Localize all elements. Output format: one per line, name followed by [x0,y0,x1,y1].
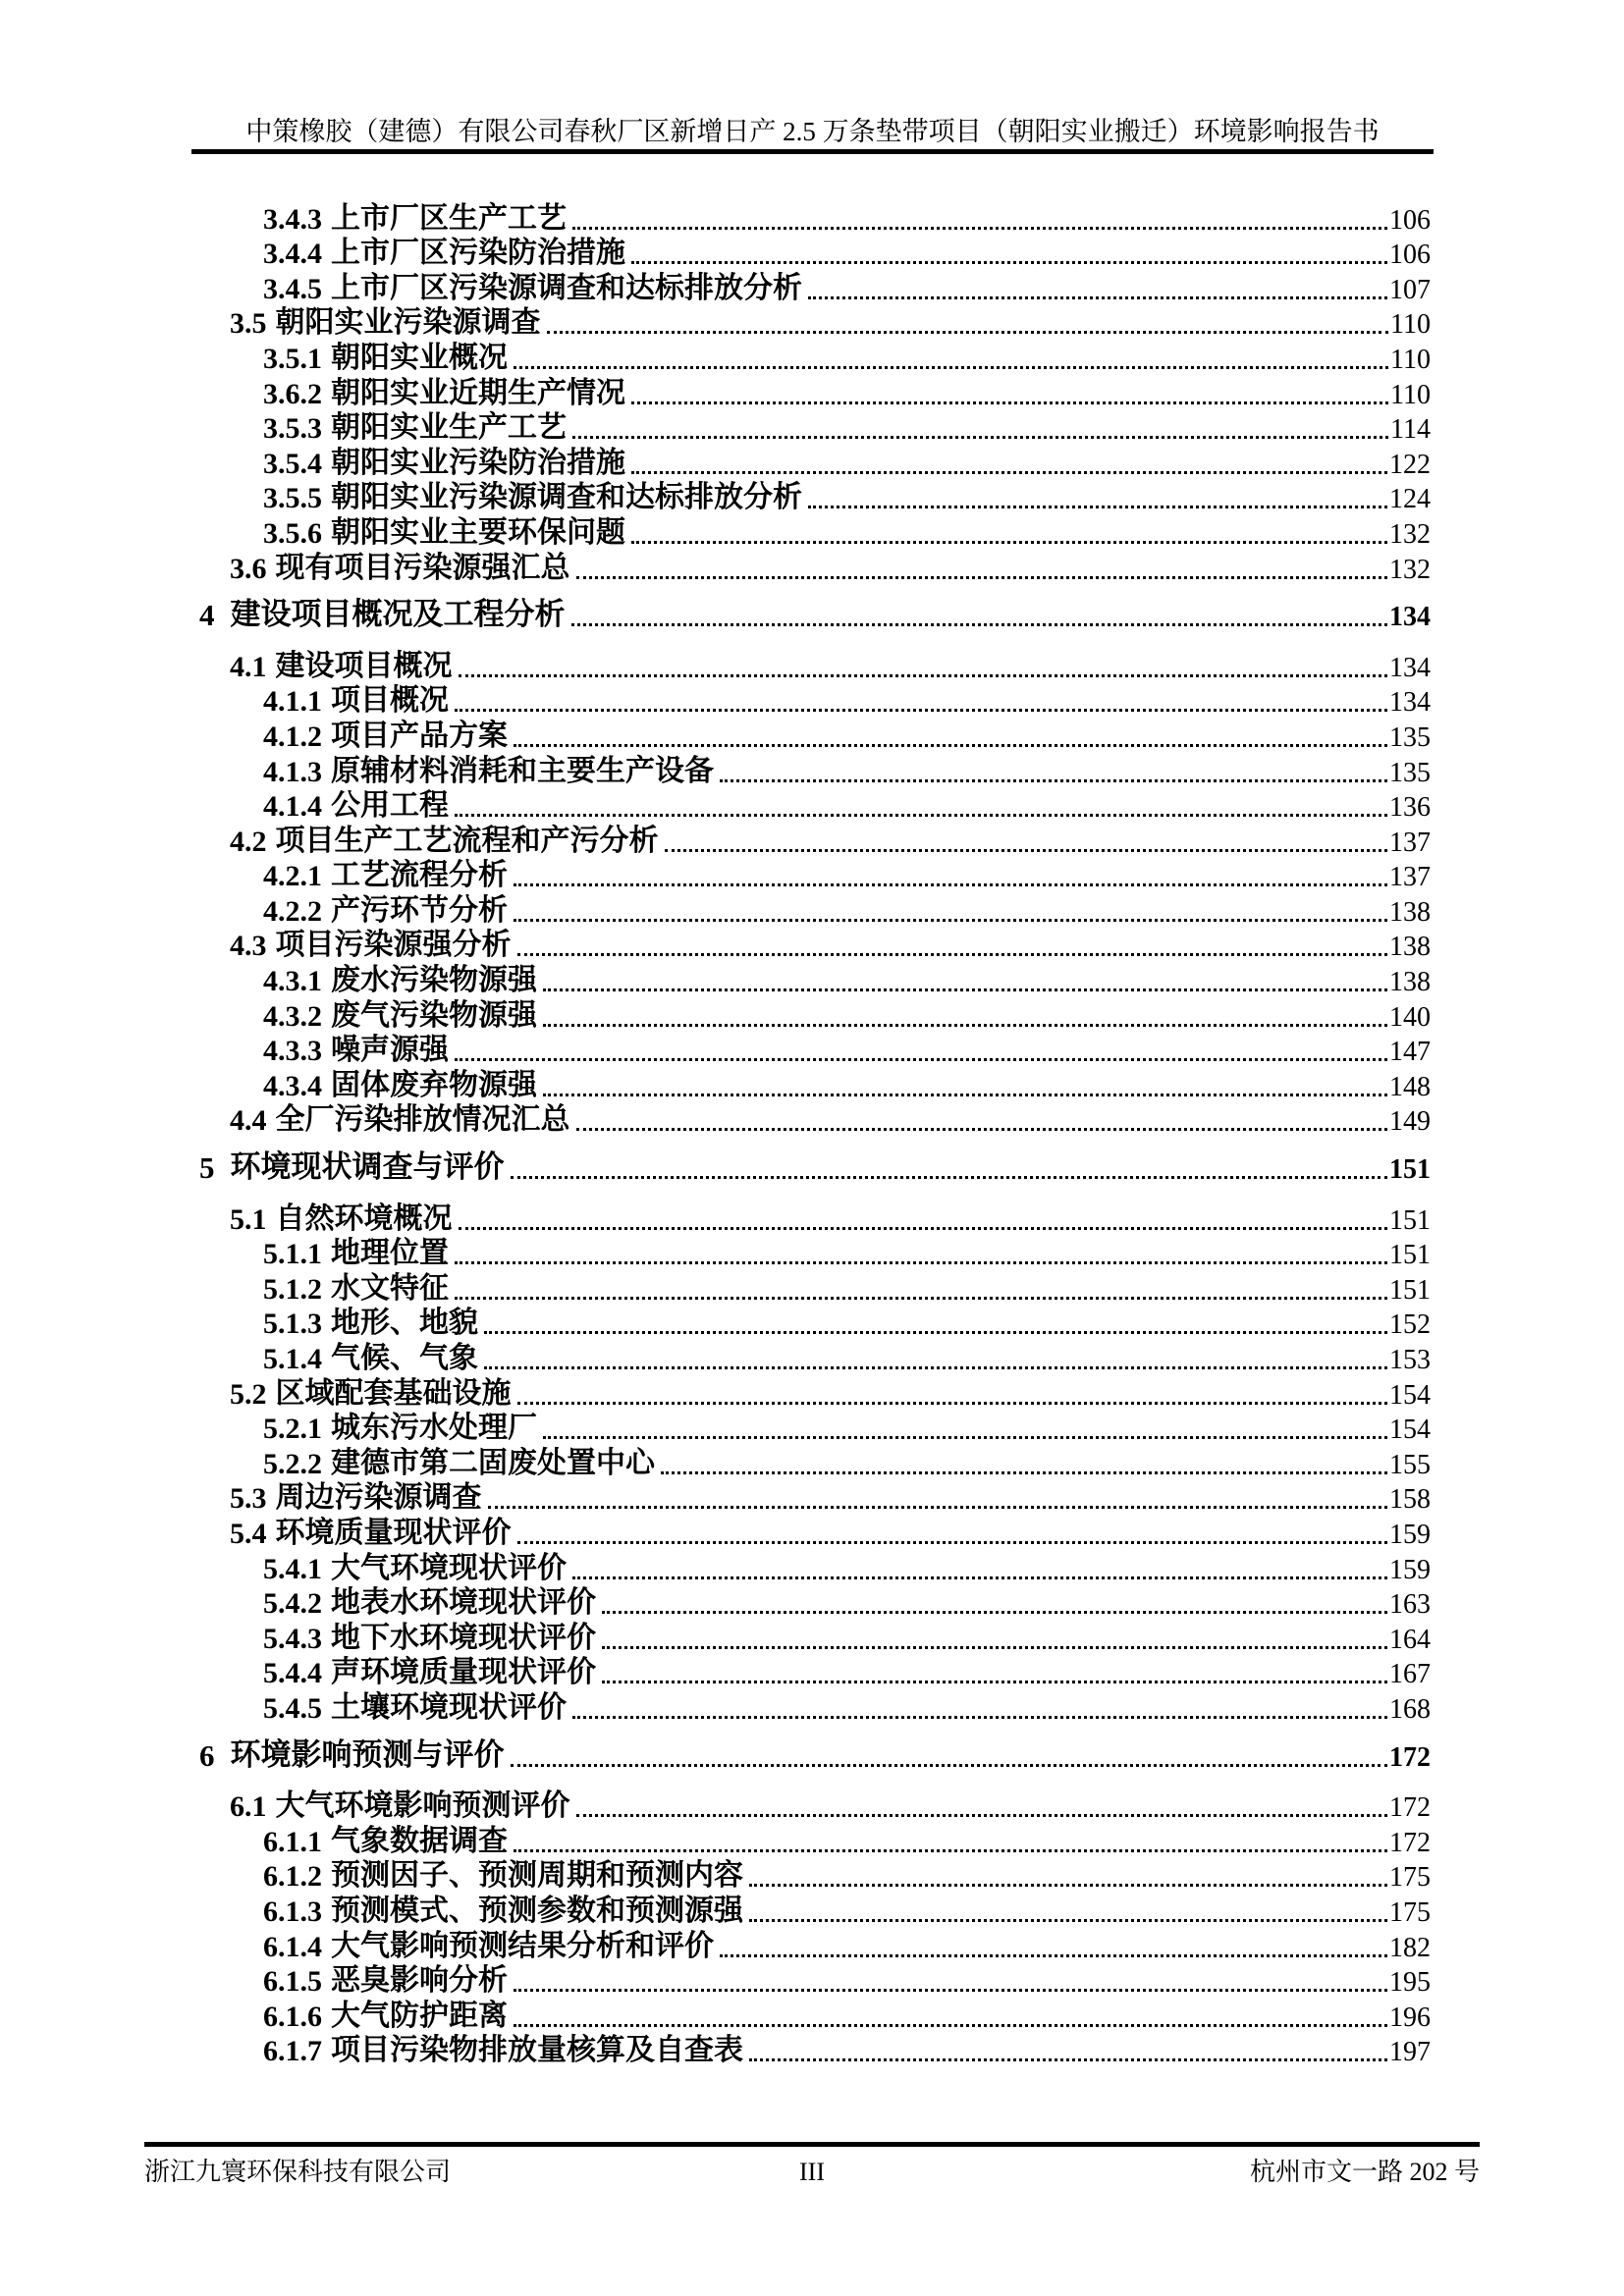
toc-entry-number: 4.2 [230,825,267,858]
toc-leader-dots [514,366,1388,369]
toc-entry-title: 项目污染源强分析 [275,929,512,962]
toc-entry-number: 3.5 [230,307,267,341]
toc [191,201,1431,2068]
toc-page-number: 114 [1390,414,1431,446]
toc-entry-number: 5.1.3 [263,1308,322,1341]
toc-page-number: 164 [1389,1624,1431,1655]
toc-leader-dots [749,1919,1387,1922]
toc-leader-dots [576,576,1388,579]
toc-entry-number: 5.1.4 [263,1343,322,1375]
toc-page-number: 196 [1389,2002,1431,2033]
toc-entry-title: 噪声源强 [331,1034,449,1067]
toc-entry-number: 4.2.2 [263,894,322,928]
toc-entry-number: 4.1 [230,650,267,683]
toc-entry-title: 现有项目污染源强汇总 [275,551,570,584]
toc-entry-title: 朝阳实业生产工艺 [331,411,567,445]
page-footer [144,2156,1480,2189]
toc-leader-dots [514,883,1387,886]
toc-leader-dots [517,953,1388,956]
toc-entry-title: 地理位置 [331,1237,449,1270]
toc-entry[interactable] [191,2034,1431,2069]
toc-page-number: 148 [1389,1071,1431,1102]
toc-entry-number: 5.4.1 [263,1552,322,1585]
toc-page-number: 175 [1389,1896,1431,1928]
toc-entry-number: 3.5.4 [263,447,322,480]
toc-page-number: 175 [1389,1862,1431,1894]
toc-leader-dots [543,1436,1387,1439]
toc-entry-number: 5.2 [230,1377,267,1411]
toc-entry[interactable] [191,1103,1431,1139]
toc-entry-number: 5.4.5 [263,1691,322,1725]
toc-entry-number: 6.1.7 [263,2035,322,2068]
toc-entry-title: 预测模式、预测参数和预测源强 [331,1894,743,1927]
toc-entry-number: 6.1.6 [263,2000,322,2033]
toc-page-number: 182 [1389,1932,1431,1963]
toc-entry-title: 固体废弃物源强 [331,1068,537,1101]
toc-leader-dots [572,436,1388,439]
toc-entry-number: 3.4.3 [263,202,322,236]
toc-page-number: 155 [1389,1449,1431,1480]
toc-entry-number: 5.1.1 [263,1238,322,1271]
toc-entry-number: 6.1.5 [263,1965,322,1999]
toc-entry-title: 朝阳实业近期生产情况 [331,376,625,409]
toc-entry-number: 6.1.4 [263,1930,322,1963]
toc-leader-dots [459,1227,1388,1230]
toc-entry-title: 工艺流程分析 [331,859,508,892]
toc-leader-dots [517,1541,1388,1544]
header-rule [191,149,1434,154]
toc-entry[interactable] [191,1738,1431,1774]
toc-entry-title: 项目生产工艺流程和产污分析 [275,824,659,857]
toc-page-number: 135 [1389,721,1431,753]
toc-page-number: 154 [1389,1379,1431,1411]
toc-entry-number: 4.1.2 [263,720,322,753]
toc-page-number: 110 [1390,379,1431,410]
toc-leader-dots [511,1764,1388,1767]
toc-page-number: 110 [1390,344,1431,375]
toc-entry-title: 地形、地貌 [331,1307,478,1340]
toc-entry-title: 自然环境概况 [275,1201,453,1235]
toc-entry-number: 3.6.2 [263,377,322,410]
toc-entry[interactable] [191,551,1431,586]
toc-leader-dots [602,1646,1387,1649]
toc-leader-dots [543,988,1387,991]
toc-leader-dots [511,1176,1388,1179]
toc-page-number: 158 [1389,1484,1431,1516]
toc-page-number: 107 [1389,274,1431,305]
toc-entry-title: 上市厂区生产工艺 [331,201,567,235]
toc-entry-number: 6.1.1 [263,1825,322,1858]
toc-entry-number: 5.4.2 [263,1587,322,1621]
toc-page-number: 134 [1389,652,1431,683]
toc-leader-dots [749,1884,1387,1887]
toc-entry-title: 区域配套基础设施 [275,1376,512,1410]
toc-leader-dots [572,1576,1387,1579]
toc-entry-number: 6.1 [230,1790,267,1824]
toc-leader-dots [484,1366,1387,1369]
toc-entry-title: 城东污水处理厂 [331,1412,537,1445]
toc-page-number: 136 [1389,792,1431,824]
toc-page-number: 163 [1389,1589,1431,1621]
toc-leader-dots [572,1716,1387,1719]
toc-leader-dots [484,1331,1387,1334]
toc-entry-title: 朝阳实业污染源调查和达标排放分析 [331,481,802,514]
toc-leader-dots [631,541,1387,544]
toc-entry-title: 大气影响预测结果分析和评价 [331,1929,714,1962]
toc-entry-title: 水文特征 [331,1271,449,1305]
toc-entry-number: 4.4 [230,1104,267,1138]
toc-page-number: 138 [1389,967,1431,998]
toc-page-number: 134 [1389,687,1431,719]
toc-page-number: 132 [1389,518,1431,550]
toc-entry-number: 3.5.6 [263,516,322,550]
toc-page-number: 159 [1389,1519,1431,1550]
toc-entry-title: 朝阳实业概况 [331,341,508,374]
toc-leader-dots [514,919,1387,922]
toc-entry-number: 4.3.3 [263,1035,322,1068]
toc-leader-dots [631,401,1388,404]
toc-page-number: 195 [1389,1967,1431,1999]
footer-company-name: 浙江九寰环保科技有限公司 [144,2158,452,2186]
toc-entry-title: 项目产品方案 [331,719,508,752]
toc-leader-dots [455,709,1387,712]
toc-entry-number: 4.3.1 [263,965,322,998]
toc-leader-dots [665,849,1388,852]
toc-page-number: 124 [1389,484,1431,515]
toc-page-number: 135 [1389,757,1431,788]
toc-entry-title: 朝阳实业主要环保问题 [331,515,625,549]
toc-entry-title: 建德市第二固废处置中心 [331,1446,655,1479]
toc-leader-dots [720,779,1387,782]
toc-page-number: 172 [1389,1741,1431,1773]
toc-entry-title: 周边污染源调查 [275,1481,482,1515]
toc-entry-title: 废气污染物源强 [331,998,537,1032]
toc-entry-number: 4.1.4 [263,790,322,824]
toc-entry-title: 朝阳实业污染防治措施 [331,446,625,479]
toc-entry[interactable] [191,1690,1431,1726]
toc-entry-title: 全厂污染排放情况汇总 [275,1103,570,1137]
footer-rule [144,2142,1480,2147]
toc-page-number: 153 [1389,1345,1431,1375]
toc-page-number: 151 [1389,1154,1431,1186]
footer-address: 杭州市文一路 202 号 [1249,2158,1480,2186]
toc-leader-dots [661,1471,1387,1474]
toc-entry-title: 公用工程 [331,789,449,823]
toc-page-number: 147 [1389,1037,1431,1068]
toc-page-number: 168 [1389,1693,1431,1725]
toc-entry-title: 环境质量现状评价 [275,1516,512,1549]
toc-entry-title: 气象数据调查 [331,1824,508,1857]
toc-entry-number: 4.3.2 [263,999,322,1033]
toc-entry-number: 3.5.3 [263,412,322,446]
toc-page-number: 149 [1389,1106,1431,1138]
toc-entry-title: 建设项目概况及工程分析 [230,597,566,632]
toc-entry-number: 6.1.2 [263,1860,322,1894]
toc-entry-title: 大气环境影响预测评价 [275,1789,570,1823]
toc-entry-number: 5.4.3 [263,1622,322,1655]
toc-entry-title: 地表水环境现状评价 [331,1586,596,1620]
toc-leader-dots [808,506,1387,508]
toc-page-number: 152 [1389,1309,1431,1341]
toc-entry-title: 大气环境现状评价 [331,1551,567,1584]
toc-leader-dots [543,1024,1387,1027]
toc-leader-dots [602,1611,1387,1614]
toc-entry-title: 预测因子、预测周期和预测内容 [331,1859,743,1893]
toc-entry-number: 4.1.3 [263,755,322,788]
footer-page-number: III [799,2158,825,2186]
toc-leader-dots [749,2058,1387,2061]
toc-page-number: 197 [1389,2037,1431,2068]
toc-entry-number: 5.4.4 [263,1657,322,1690]
toc-page-number: 106 [1389,240,1431,271]
toc-page-number: 138 [1389,896,1431,928]
toc-entry-number: 5 [199,1150,215,1186]
toc-leader-dots [455,1261,1387,1264]
toc-entry-number: 3.4.5 [263,272,322,305]
toc-leader-dots [576,1814,1388,1817]
toc-page-number: 110 [1390,309,1431,341]
toc-entry-title: 项目污染物排放量核算及自查表 [331,2034,743,2067]
toc-entry-title: 恶臭影响分析 [331,1964,508,1998]
toc-entry-title: 气候、气象 [331,1342,478,1374]
toc-entry-number: 4 [199,598,215,633]
toc-entry-title: 项目概况 [331,684,449,718]
toc-page-number: 132 [1389,554,1431,585]
toc-leader-dots [517,1402,1388,1405]
toc-entry-number: 6.1.3 [263,1895,322,1928]
toc-page-number: 140 [1389,1001,1431,1033]
toc-entry[interactable] [191,599,1431,634]
toc-entry-number: 5.3 [230,1482,267,1516]
toc-entry-title: 声环境质量现状评价 [331,1656,596,1689]
toc-entry-title: 朝阳实业污染源调查 [275,306,541,340]
toc-entry-number: 4.2.1 [263,860,322,893]
toc-page-number: 122 [1389,449,1431,480]
toc-entry-title: 环境影响预测与评价 [230,1736,505,1772]
toc-entry[interactable] [191,1150,1431,1186]
toc-page-number: 138 [1389,932,1431,963]
toc-entry-number: 4.3 [230,930,267,963]
toc-entry-title: 上市厂区污染源调查和达标排放分析 [331,271,802,304]
toc-page-number: 151 [1389,1204,1431,1236]
toc-entry-number: 5.1.2 [263,1272,322,1306]
toc-entry-title: 大气防护距离 [331,1999,508,2032]
toc-page-number: 137 [1389,827,1431,858]
toc-leader-dots [543,1094,1387,1096]
toc-entry-title: 地下水环境现状评价 [331,1621,596,1654]
toc-entry-number: 5.2.2 [263,1447,322,1480]
toc-entry-number: 5.2.1 [263,1413,322,1446]
toc-page-number: 172 [1389,1792,1431,1824]
toc-leader-dots [488,1506,1388,1509]
toc-page-number: 137 [1389,862,1431,893]
toc-page-number: 106 [1389,204,1431,236]
toc-leader-dots [572,227,1387,230]
toc-page-number: 151 [1389,1240,1431,1271]
toc-page-number: 159 [1389,1554,1431,1585]
toc-entry-title: 废水污染物源强 [331,964,537,997]
toc-entry-title: 上市厂区污染防治措施 [331,237,625,270]
page-header-title: 中策橡胶（建德）有限公司春秋厂区新增日产 2.5 万条垫带项目（朝阳实业搬迁）环境影响报告书 [245,117,1380,146]
toc-entry-number: 4.1.1 [263,685,322,719]
toc-leader-dots [459,674,1388,677]
toc-entry-title: 环境现状调查与评价 [230,1149,505,1185]
toc-entry-number: 6 [199,1737,215,1773]
toc-entry-number: 3.5.1 [263,342,322,375]
toc-entry-number: 5.4 [230,1517,267,1550]
toc-page-number: 134 [1389,602,1431,633]
toc-leader-dots [547,331,1389,334]
toc-entry-number: 3.5.5 [263,482,322,515]
toc-entry-title: 产污环节分析 [331,893,508,927]
toc-leader-dots [602,1681,1387,1683]
toc-entry-number: 4.3.4 [263,1069,322,1102]
toc-entry-title: 土壤环境现状评价 [331,1690,567,1724]
toc-leader-dots [455,1297,1387,1300]
toc-leader-dots [720,1954,1387,1957]
toc-page-number: 151 [1389,1274,1431,1306]
toc-entry-number: 3.4.4 [263,238,322,271]
toc-entry-number: 5.1 [230,1202,267,1236]
toc-leader-dots [514,1989,1387,1992]
toc-page-number: 172 [1389,1827,1431,1858]
toc-entry-number: 3.6 [230,552,267,585]
toc-page-number: 154 [1389,1415,1431,1446]
toc-leader-dots [576,1128,1388,1131]
toc-leader-dots [455,1058,1387,1061]
toc-leader-dots [571,623,1388,626]
toc-page-number: 167 [1389,1659,1431,1690]
toc-leader-dots [808,296,1387,299]
toc-entry-title: 建设项目概况 [275,649,453,682]
toc-entry-title: 原辅材料消耗和主要生产设备 [331,754,714,787]
